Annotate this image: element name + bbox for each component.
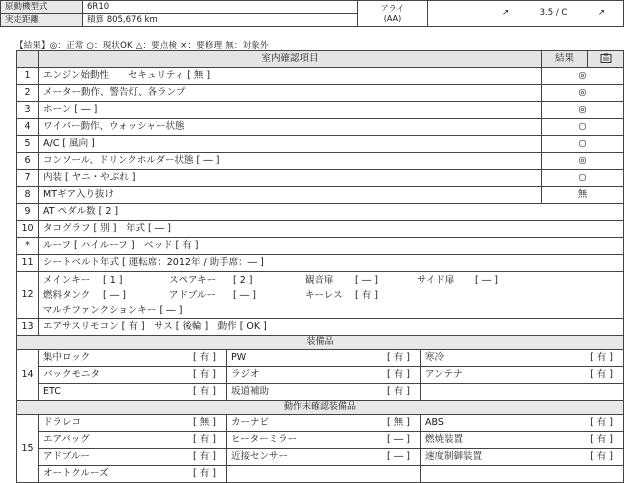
unchecked-row: エアバッグ [ 有 ] ヒーターミラー [ ― ] 燃焼装置 [ 有 ] [17, 432, 624, 449]
info-row: 10 タコグラフ [ 別 ] 年式 [ ― ] [17, 221, 624, 238]
clipboard-icon-cell [588, 51, 624, 68]
engine-type-value: 6R10 [83, 1, 358, 14]
keys-line-1: メインキー [ 1 ] スペアキー [ 2 ] 観音扉 [ ― ] サイド扉 [ ― ] [43, 275, 498, 286]
mileage-label: 実走距離 [1, 14, 83, 27]
aligner-mark-1: ↗ [502, 8, 510, 19]
aligner-score: 3.5 / C [539, 8, 568, 19]
equipment-row: バックモニタ [ 有 ] ラジオ [ 有 ] アンテナ [ 有 ] [17, 367, 624, 384]
info-row: * ルーフ [ ハイルーフ ] ベッド [ 有 ] [17, 238, 624, 255]
result-cell: ◎ [542, 153, 624, 170]
keys-row: 12 メインキー [ 1 ] スペアキー [ 2 ] 観音扉 [ ― ] サイド扉 [ ― ] 燃料タンク [ ― ] アドブルー [ ― ] キーレス [ 有 ] マルチファンクションキー [ ― ] [17, 272, 624, 319]
aligner-label: アライ (AA) [358, 1, 428, 27]
result-cell: 無 [542, 187, 624, 204]
result-cell: ○ [542, 136, 624, 153]
result-legend: 【結果】◎：正常 ○：現状OK △：要点検 ×：要修理 無：対象外 [15, 41, 269, 51]
check-row: 7 内装 [ ヤニ・やぶれ ] ○ [17, 170, 624, 187]
result-cell: ○ [542, 119, 624, 136]
result-cell: ◎ [542, 102, 624, 119]
result-cell: ◎ [542, 85, 624, 102]
check-row: 2 メーター動作、警告灯、各ランプ ◎ [17, 85, 624, 102]
unchecked-row: 15 ドラレコ [ 無 ] カーナビ [ 無 ] ABS [ 有 ] [17, 415, 624, 432]
check-row: 1 エンジン始動性 セキュリティ [ 無 ] ◎ [17, 68, 624, 85]
check-row: 3 ホーン [ ― ] ◎ [17, 102, 624, 119]
aligner-values [428, 1, 624, 27]
check-row: 5 A/C [ 風向 ] ○ [17, 136, 624, 153]
keys-line-3: マルチファンクションキー [ ― ] [43, 305, 183, 316]
result-cell: ◎ [542, 68, 624, 85]
equipment-row: 14 集中ロック [ 有 ] PW [ 有 ] 寒冷 [ 有 ] [17, 350, 624, 367]
interior-check-table [16, 50, 624, 483]
unchecked-section-title: 動作未確認装備品 [17, 401, 624, 415]
check-row: 8 MTギア入り抜け 無 [17, 187, 624, 204]
info-row: 11 シートベルト年式 [ 運転席：2012年 / 助手席：― ] [17, 255, 624, 272]
header-result: 結果 [542, 51, 588, 68]
aligner-mark-2: ↗ [597, 8, 605, 19]
unchecked-row: オートクルーズ [ 有 ] [17, 466, 624, 483]
info-row: 13 エアサスリモコン [ 有 ] サス [ 後輪 ] 動作 [ OK ] [17, 319, 624, 336]
clipboard-icon [599, 53, 613, 63]
unchecked-row: アドブルー [ 有 ] 近接センサー [ ― ] 速度制御装置 [ 有 ] [17, 449, 624, 466]
result-cell: ○ [542, 170, 624, 187]
mileage-value: 積算 805,676 km [83, 14, 358, 27]
info-row: 9 AT ペダル数 [ 2 ] [17, 204, 624, 221]
equipment-row: ETC [ 有 ] 坂道補助 [ 有 ] [17, 384, 624, 401]
header-num [17, 51, 39, 68]
keys-line-2: 燃料タンク [ ― ] アドブルー [ ― ] キーレス [ 有 ] [43, 290, 378, 301]
vehicle-info-table [0, 0, 624, 27]
header-title: 室内確認項目 [39, 51, 542, 68]
engine-type-label: 原動機型式 [1, 1, 83, 14]
check-row: 4 ワイパー動作、ウォッシャー状態 ○ [17, 119, 624, 136]
equipment-section-title: 装備品 [17, 336, 624, 350]
check-row: 6 コンソール、ドリンクホルダー状態 [ ― ] ◎ [17, 153, 624, 170]
